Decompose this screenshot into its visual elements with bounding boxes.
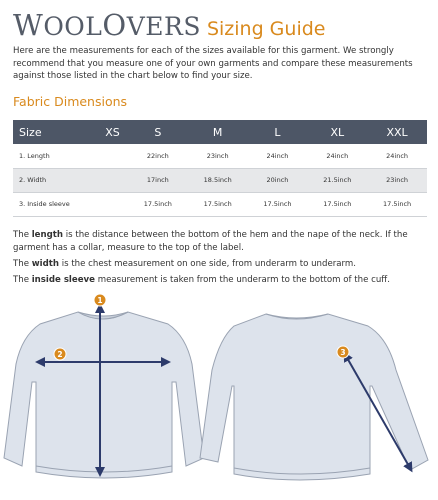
back-sweater-illustration (200, 314, 428, 480)
column-header: Size (13, 120, 97, 144)
table-cell: 18.5inch (188, 168, 248, 192)
table-cell: 3. Inside sleeve (13, 192, 97, 216)
column-header: XL (307, 120, 367, 144)
table-cell: 1. Length (13, 144, 97, 168)
table-row (13, 192, 427, 216)
table-cell: 17.5inch (248, 192, 308, 216)
table-cell: 2. Width (13, 168, 97, 192)
page-title: Sizing Guide (206, 18, 326, 40)
intro-text: Here are the measurements for each of the sizes available for this garment. We strongly recommend that you measure one of your own garments and compare these measurements against those listed in the chart below to find your size. (13, 46, 413, 81)
table-cell: 24inch (307, 144, 367, 168)
table-cell: 17.5inch (307, 192, 367, 216)
table-cell (97, 192, 128, 216)
marker-3 (337, 346, 349, 358)
table-cell: 24inch (248, 144, 308, 168)
svg-text:3: 3 (340, 348, 346, 357)
table-cell: 17.5inch (188, 192, 248, 216)
table-cell (97, 168, 128, 192)
length-explanation: The length is the distance between the bottom of the hem and the nape of the neck. If the garment has a collar, measure to the top of the label. (13, 230, 408, 253)
svg-text:1: 1 (97, 296, 103, 305)
table-cell: 20inch (248, 168, 308, 192)
table-row (13, 168, 427, 192)
section-title: Fabric Dimensions (13, 94, 128, 109)
table-header-row (13, 120, 427, 144)
column-header: M (188, 120, 248, 144)
marker-2 (54, 348, 66, 360)
garment-diagram (0, 290, 438, 500)
table-cell (97, 144, 128, 168)
page-header (13, 8, 325, 40)
table-cell: 17.5inch (367, 192, 427, 216)
table-cell: 23inch (188, 144, 248, 168)
front-sweater-illustration (4, 312, 204, 478)
column-header: L (248, 120, 308, 144)
svg-text:2: 2 (57, 350, 63, 359)
table-cell: 24inch (367, 144, 427, 168)
measurement-explanations (13, 229, 433, 290)
table-cell: 17.5inch (128, 192, 188, 216)
column-header: XXL (367, 120, 427, 144)
sleeve-explanation: The inside sleeve measurement is taken from the underarm to the bottom of the cuff. (13, 274, 390, 285)
brand-logo: WOOLOVERS (13, 8, 201, 42)
size-table (13, 120, 427, 217)
table-cell: 17inch (128, 168, 188, 192)
table-cell: 22inch (128, 144, 188, 168)
table-cell: 21.5inch (307, 168, 367, 192)
column-header: S (128, 120, 188, 144)
marker-1 (94, 294, 106, 306)
table-row (13, 144, 427, 168)
column-header: XS (97, 120, 128, 144)
width-explanation: The width is the chest measurement on one side, from underarm to underarm. (13, 258, 357, 269)
table-cell: 23inch (367, 168, 427, 192)
